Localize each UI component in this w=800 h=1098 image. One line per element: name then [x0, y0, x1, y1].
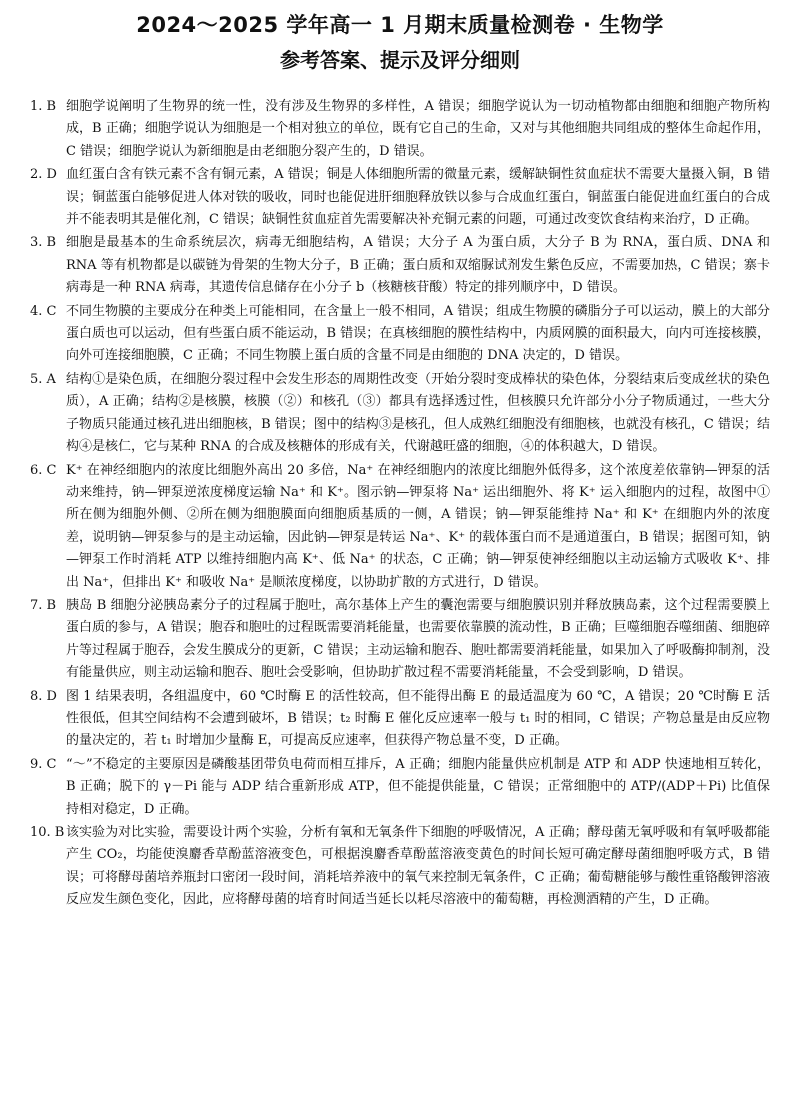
- answer-number: 2. D: [30, 167, 57, 183]
- answer-item-10: [30, 822, 770, 912]
- page-subtitle: 参考答案、提示及评分细则: [280, 48, 520, 72]
- answer-explanation: 结构①是染色质，在细胞分裂过程中会发生形态的周期性改变（开始分裂时变成棒状的染色体，分裂结束后变成丝状的染色质），A 正确；结构②是核膜，核膜（②）和核孔（③）都具有选择透过性，但核膜只允许部分小分子物质通过，一些大分子物质只能通过核孔进出细胞核，B 错误；图中的结构③是核孔，但人成熟红细胞没有细胞核，也就没有核孔，C 错误；结构④是核仁，它与某种 RNA 的合成及核糖体的形成有关，代谢越旺盛的细胞，④的体积越大，D 错误。: [66, 371, 770, 455]
- answer-number: 9. C: [30, 756, 57, 772]
- answer-number: 8. D: [30, 688, 57, 704]
- answer-item-8: [30, 686, 770, 753]
- answer-explanation: 胰岛 B 细胞分泌胰岛素分子的过程属于胞吐，高尔基体上产生的囊泡需要与细胞膜识别并释放胰岛素，这个过程需要膜上蛋白质的参与，A 错误；胞吞和胞吐的过程既需要消耗能量，也需要依靠膜的流动性，B 正确；巨噬细胞吞噬细菌、细胞碎片等过程属于胞吞，会发生膜成分的更新，C 错误；主动运输和胞吞、胞吐都需要消耗能量，如果加入了呼吸酶抑制剂，没有能量供应，则主动运输和胞吞、胞吐会受影响，但协助扩散过程不需要消耗能量，不会受到影响，D 错误。: [66, 597, 770, 681]
- answer-explanation: 细胞是最基本的生命系统层次，病毒无细胞结构，A 错误；大分子 A 为蛋白质，大分子 B 为 RNA，蛋白质、DNA 和 RNA 等有机物都是以碳链为骨架的生物大分子，B 正确；蛋白质和双缩脲试剂发生紫色反应，不需要加热，C 错误；寨卡病毒是一种 RNA 病毒，其遗传信息储存在小分子 b（核糖核苷酸）特定的排列顺序中，D 错误。: [66, 235, 770, 296]
- answer-number: 7. B: [30, 597, 57, 613]
- answer-list: [30, 96, 770, 912]
- answer-number: 6. C: [30, 462, 57, 478]
- answer-item-2: [30, 164, 770, 231]
- answer-explanation: 不同生物膜的主要成分在种类上可能相同，在含量上一般不相同，A 错误；组成生物膜的磷脂分子可以运动，膜上的大部分蛋白质也可以运动，但有些蛋白质不能运动，B 错误；在真核细胞的膜性结构中，内质网膜的面积最大，向内可连接核膜，向外可连接细胞膜，C 正确；不同生物膜上蛋白质的含量不同是由细胞的 DNA 决定的，D 错误。: [66, 303, 770, 364]
- answer-item-1: [30, 96, 770, 163]
- answer-explanation: 该实验为对比实验，需要设计两个实验，分析有氧和无氧条件下细胞的呼吸情况，A 正确；酵母菌无氧呼吸和有氧呼吸都能产生 CO₂，均能使溴麝香草酚蓝溶液变色，可根据溴麝香草酚蓝溶液变黄色的时间长短可确定酵母菌细胞呼吸方式，B 错误；可将酵母菌培养瓶封口密闭一段时间，消耗培养液中的氧气来控制无氧条件，C 正确；葡萄糖能够与酸性重铬酸钾溶液反应发生颜色变化，因此，应将酵母菌的培育时间适当延长以耗尽溶液中的葡萄糖，再检测酒精的产生，D 正确。: [66, 825, 770, 908]
- answer-explanation: “～”不稳定的主要原因是磷酸基团带负电荷而相互排斥，A 正确；细胞内能量供应机制是 ATP 和 ADP 快速地相互转化，B 正确；脱下的 γ－Pi 能与 ADP 结合重新形成 ATP，但不能提供能量，C 错误；正常细胞中的 ATP/(ADP＋Pi) 比值保持相对稳定，D 正确。: [66, 756, 770, 817]
- answer-explanation: 图 1 结果表明，各组温度中，60 ℃时酶 E 的活性较高，但不能得出酶 E 的最适温度为 60 ℃，A 错误；20 ℃时酶 E 活性很低，但其空间结构不会遭到破坏，B 错误；t₂ 时酶 E 催化反应速率一般与 t₁ 时的相同，C 错误；产物总量是由反应物的量决定的，若 t₁ 时增加少量酶 E，可提高反应速率，但获得产物总量不变，D 正确。: [66, 688, 770, 749]
- answer-number: 4. C: [30, 303, 57, 319]
- answer-explanation: 细胞学说阐明了生物界的统一性，没有涉及生物界的多样性，A 错误；细胞学说认为一切动植物都由细胞和细胞产物所构成，B 正确；细胞学说认为细胞是一个相对独立的单位，既有它自己的生命，又对与其他细胞共同组成的整体生命起作用，C 错误；细胞学说认为新细胞是由老细胞分裂产生的，D 错误。: [66, 99, 770, 159]
- answer-number: 3. B: [30, 235, 57, 251]
- answer-number: 10. B: [30, 825, 65, 840]
- answer-item-4: [30, 301, 770, 368]
- answer-explanation: K⁺ 在神经细胞内的浓度比细胞外高出 20 多倍，Na⁺ 在神经细胞内的浓度比细胞外低得多，这个浓度差依靠钠—钾泵的活动来维持，钠—钾泵逆浓度梯度运输 Na⁺ 和 K⁺。图示钠—钾泵将 Na⁺ 运出细胞外、将 K⁺ 运入细胞内的过程，故图中①所在侧为细胞外侧、②所在侧为细胞膜面向细胞质基质的一侧，A 错误；钠—钾泵能维持 Na⁺ 和 K⁺ 在细胞内外的浓度差，说明钠—钾泵参与的是主动运输，因此钠—钾泵是转运 Na⁺、K⁺ 的载体蛋白而不是通道蛋白，B 错误；据图可知，钠—钾泵工作时消耗 ATP 以维持细胞内高 K⁺、低 Na⁺ 的状态，C 正确；钠—钾泵使神经细胞以主动运输方式吸收 K⁺、排出 Na⁺，但排出 K⁺ 和吸收 Na⁺ 是顺浓度梯度，以协助扩散的方式进行，D 错误。: [66, 462, 770, 590]
- answer-explanation: 血红蛋白含有铁元素不含有铜元素，A 错误；铜是人体细胞所需的微量元素，缓解缺铜性贫血症状不需要大量摄入铜，B 错误；铜蓝蛋白能够促进人体对铁的吸收，同时也能促进肝细胞释放铁以参与合成血红蛋白，铜蓝蛋白能促进血红蛋白的合成并不能表明其是催化剂，C 错误；缺铜性贫血症首先需要解决补充铜元素的问题，可通过改变饮食结构来治疗，D 正确。: [66, 167, 770, 228]
- answer-item-6: [30, 460, 770, 594]
- answer-item-3: [30, 232, 770, 299]
- answer-number: 1. B: [30, 99, 57, 114]
- answer-item-5: [30, 369, 770, 459]
- page-title: 2024～2025 学年高一 1 月期末质量检测卷 · 生物学: [136, 13, 664, 37]
- answer-item-7: [30, 595, 770, 685]
- answer-item-9: [30, 754, 770, 821]
- answer-number: 5. A: [30, 371, 56, 387]
